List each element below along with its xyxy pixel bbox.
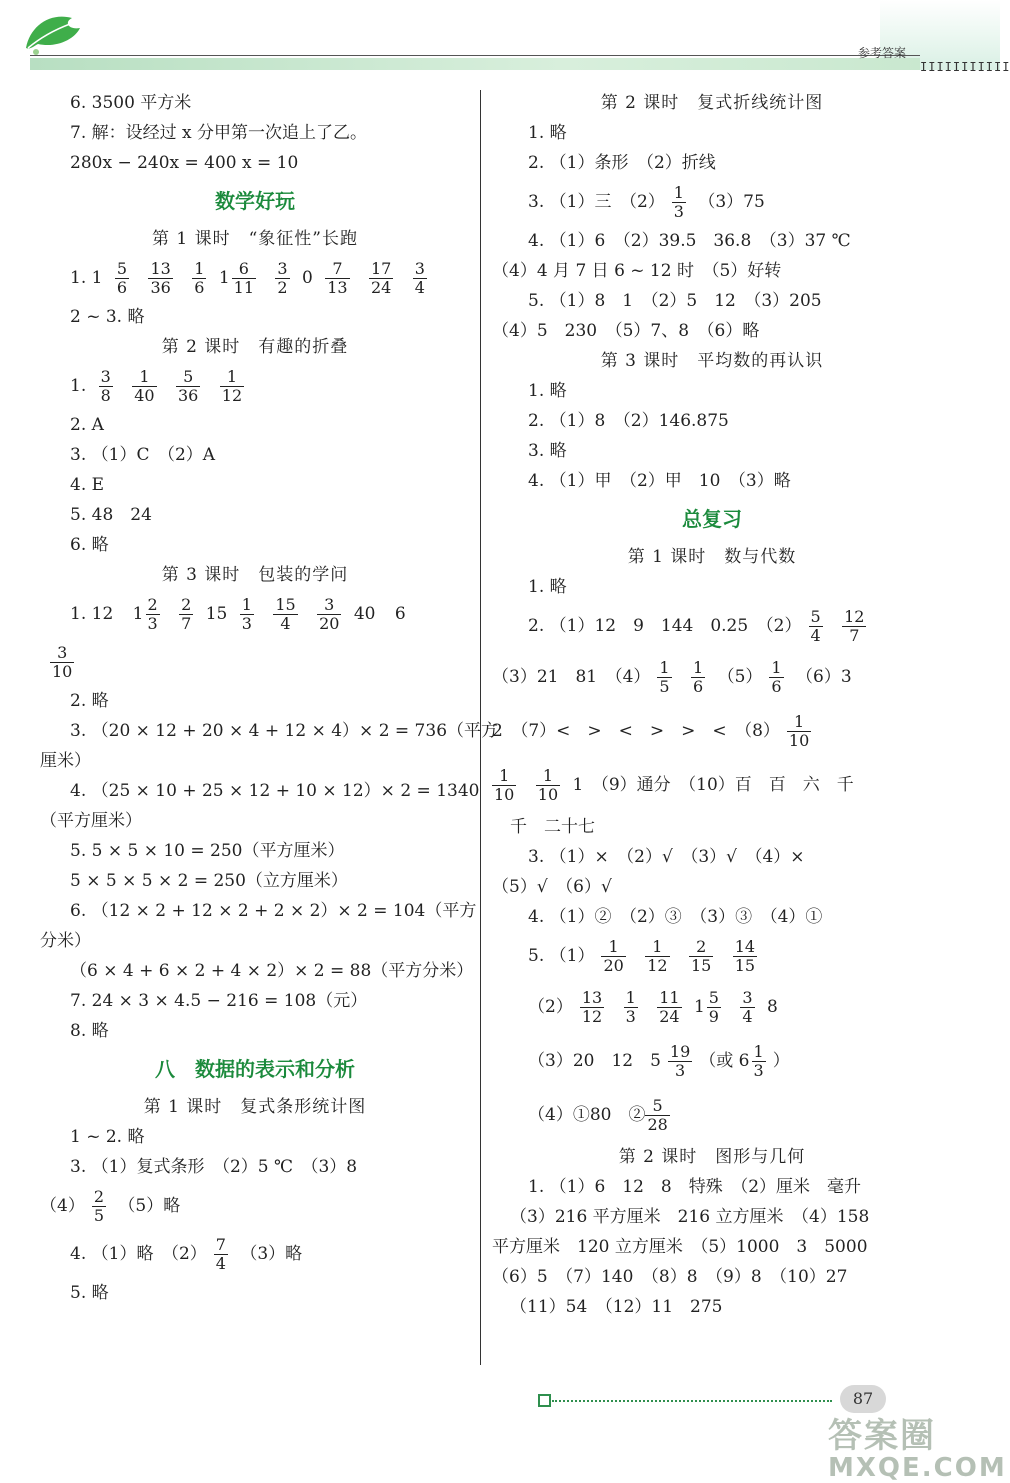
fraction: $\frac{3}{8}$	[100, 367, 111, 405]
fraction: $\frac{5}{36}$	[178, 367, 199, 405]
fraction: $\frac{1}{10}$	[537, 766, 559, 804]
header-barcode-marks: IIIIIIIIIII	[920, 60, 1010, 74]
answer-line: （平方厘米）	[40, 811, 142, 831]
answer-line: 2. 略	[70, 691, 109, 711]
answer-line: 厘米）	[40, 751, 91, 771]
mixed-whole: 1	[132, 604, 144, 624]
footer-square-icon	[538, 1394, 551, 1407]
answer-line: 5. 48 24	[70, 505, 152, 525]
answer-line-fractions	[40, 254, 470, 302]
answer-text: （3）20 12 5	[528, 1051, 661, 1071]
answer-line: 5 × 5 × 5 × 2 = 250（立方厘米）	[70, 871, 348, 891]
answer-line: 千 二十七	[510, 817, 595, 837]
fraction: $\frac{17}{24}$	[371, 259, 392, 297]
fraction: $\frac{5}{6}$	[116, 259, 128, 297]
fraction: $\frac{1}{12}$	[647, 937, 668, 975]
header-band	[30, 58, 920, 70]
fraction: $\frac{1}{10}$	[494, 766, 515, 804]
answer-line: 2. A	[70, 415, 104, 435]
fraction: $\frac{14}{15}$	[734, 937, 756, 975]
answer-line: 7. 解：设经过 x 分甲第一次追上了乙。	[70, 123, 368, 143]
answer-line: 平方厘米 120 立方厘米 （5）1000 3 5000	[492, 1237, 868, 1257]
answer-line-fractions	[492, 178, 932, 226]
answer-line-fractions	[40, 1230, 470, 1278]
fraction: $\frac{2}{3}$	[147, 595, 158, 633]
fraction: $\frac{3}{10}$	[52, 643, 73, 681]
lesson-heading: 第 2 课时 图形与几何	[618, 1147, 806, 1167]
fraction: $\frac{3}{20}$	[319, 595, 340, 633]
answer-line-fractions	[492, 650, 932, 704]
answer-text: 0	[302, 268, 313, 288]
answer-line: （6）5 （7）140 （8）8 （9）8 （10）27	[492, 1267, 848, 1287]
fraction: $\frac{2}{15}$	[690, 937, 712, 975]
answer-line: （5）√ （6）√	[492, 877, 612, 897]
answer-text: （或 6	[699, 1051, 750, 1071]
answer-line: 8. 略	[70, 1021, 109, 1041]
fraction: $\frac{11}{24}$	[659, 988, 680, 1026]
mixed-whole: 1	[218, 268, 230, 288]
fraction: $\frac{1}{3}$	[241, 595, 252, 633]
watermark-url: MXQE.COM	[828, 1453, 1007, 1483]
answer-line: （4）4 月 7 日 6 ~ 12 时 （5）好转	[492, 261, 782, 281]
lesson-heading: 第 2 课时 复式折线统计图	[600, 93, 824, 113]
answer-line-fractions	[492, 704, 932, 758]
fraction: $\frac{1}{12}$	[221, 367, 243, 405]
answer-line: 2 ~ 3. 略	[70, 307, 145, 327]
answer-text: 1. 12	[70, 604, 114, 624]
answer-line: 1. 略	[528, 577, 567, 597]
lesson-heading: 第 3 课时 包装的学问	[161, 565, 349, 585]
answer-line: 6. （12 × 2 + 12 × 2 + 2 × 2）× 2 = 104（平方	[70, 901, 477, 921]
answer-line: 5. 略	[70, 1283, 109, 1303]
page-number: 87	[840, 1385, 886, 1413]
answer-text: （3）75	[698, 192, 765, 212]
fraction: $\frac{1}{3}$	[673, 183, 684, 221]
answer-line: 1. 略	[528, 381, 567, 401]
answer-line-fractions	[40, 1182, 470, 1230]
fraction: $\frac{7}{4}$	[215, 1235, 226, 1273]
answer-line-fractions	[492, 602, 932, 650]
fraction: $\frac{1}{40}$	[134, 367, 155, 405]
answer-line: （6 × 4 + 6 × 2 + 4 × 2）× 2 = 88（平方分米）	[70, 961, 474, 981]
answer-line: 6. 略	[70, 535, 109, 555]
section-heading: 数学好玩	[215, 189, 295, 213]
fraction: $\frac{1}{6}$	[194, 259, 205, 297]
fraction: $\frac{1}{3}$	[753, 1042, 764, 1080]
watermark	[828, 1408, 1007, 1483]
answer-text: 2. （1）12 9 144 0.25 （2）	[528, 616, 802, 636]
answer-line-fractions	[40, 638, 470, 686]
answer-line-fractions	[492, 932, 932, 980]
header-rule	[30, 55, 920, 56]
fraction: $\frac{13}{36}$	[150, 259, 171, 297]
answer-line: 2. （1）8 （2）146.875	[528, 411, 729, 431]
answer-line: 6. 3500 平方米	[70, 93, 192, 113]
answer-line: 280x − 240x = 400 x = 10	[70, 153, 299, 173]
answer-text: ）	[772, 1051, 790, 1071]
fraction: $\frac{2}{7}$	[181, 595, 192, 633]
answer-text: 1. 1	[70, 268, 103, 288]
answer-text: 5. （1）	[528, 946, 595, 966]
lesson-heading: 第 2 课时 有趣的折叠	[161, 337, 349, 357]
answer-text: 3. （1）三 （2）	[528, 192, 665, 212]
answer-text: 15	[205, 604, 228, 624]
answer-line: 分米）	[40, 931, 91, 951]
answer-text: 1.	[70, 376, 87, 396]
answer-line: （3）216 平方厘米 216 立方厘米 （4）158	[510, 1207, 870, 1227]
fraction: $\frac{1}{10}$	[788, 712, 810, 750]
section-heading: 总复习	[682, 507, 742, 531]
fraction: $\frac{1}{6}$	[693, 658, 704, 696]
fraction: $\frac{1}{6}$	[771, 658, 782, 696]
fraction: $\frac{6}{11}$	[233, 259, 254, 297]
fraction: $\frac{5}{4}$	[810, 607, 821, 645]
lesson-heading: 第 1 课时 “象征性”长跑	[151, 229, 358, 249]
fraction: $\frac{5}{9}$	[708, 988, 719, 1026]
answer-text: （6）3	[796, 667, 852, 687]
answer-text: 8	[766, 997, 778, 1017]
leaf-logo-icon	[20, 8, 90, 56]
answer-text: （4）	[40, 1196, 85, 1216]
answer-text: （5）略	[118, 1196, 181, 1216]
answer-line: 1. （1）6 12 8 特殊 （2）厘米 毫升	[528, 1177, 862, 1197]
answer-line: 7. 24 × 3 × 4.5 − 216 = 108（元）	[70, 991, 368, 1011]
answer-line: 3. （20 × 12 + 20 × 4 + 12 × 4）× 2 = 736（平方	[70, 721, 499, 741]
answer-line-fractions	[40, 362, 470, 410]
answer-text: 2 （7）< > < > > < （8）	[492, 721, 780, 741]
answer-line-fractions	[492, 1088, 932, 1142]
lesson-heading: 第 1 课时 数与代数	[627, 547, 797, 567]
answer-line: 5. 5 × 5 × 10 = 250（平方厘米）	[70, 841, 345, 861]
fraction: $\frac{5}{28}$	[647, 1096, 668, 1134]
answer-line: 5. （1）8 1 （2）5 12 （3）205	[528, 291, 822, 311]
fraction: $\frac{12}{7}$	[844, 607, 865, 645]
answer-line-fractions	[492, 758, 932, 812]
answer-text: （4）①80 ②	[528, 1105, 646, 1125]
answer-line: 4. （1）6 （2）39.5 36.8 （3）37 ℃	[528, 231, 851, 251]
footer-dotted-rule	[552, 1400, 832, 1402]
lesson-heading: 第 3 课时 平均数的再认识	[600, 351, 824, 371]
fraction: $\frac{1}{5}$	[659, 658, 670, 696]
answer-line-fractions	[40, 590, 470, 638]
answer-text: （2）	[528, 997, 573, 1017]
fraction: $\frac{3}{2}$	[277, 259, 288, 297]
answer-text: 1 （9）通分 （10）百 百 六 千	[572, 775, 854, 795]
answer-line: 4. E	[70, 475, 105, 495]
answer-line: 4. （1）甲 （2）甲 10 （3）略	[528, 471, 791, 491]
answer-line: 3. 略	[528, 441, 567, 461]
fraction: $\frac{15}{4}$	[275, 595, 296, 633]
fraction: $\frac{7}{13}$	[327, 259, 348, 297]
answer-line: （11）54 （12）11 275	[510, 1297, 723, 1317]
answer-line: 2. （1）条形 （2）折线	[528, 153, 716, 173]
fraction: $\frac{19}{3}$	[669, 1042, 691, 1080]
fraction: $\frac{2}{5}$	[93, 1187, 105, 1225]
answer-line-fractions	[492, 980, 932, 1034]
fraction: $\frac{3}{4}$	[414, 259, 425, 297]
answer-text: 4. （1）略 （2）	[70, 1244, 207, 1264]
answer-line: 4. （25 × 10 + 25 × 12 + 10 × 12）× 2 = 1340	[70, 781, 480, 801]
fraction: $\frac{1}{3}$	[625, 988, 636, 1026]
answer-line: 3. （1）复式条形 （2）5 ℃ （3）8	[70, 1157, 358, 1177]
answer-text: 40	[353, 604, 376, 624]
mixed-whole: 1	[693, 997, 705, 1017]
answer-line: 3. （1）× （2）√ （3）√ （4）×	[528, 847, 805, 867]
watermark-text: 答案圈	[828, 1416, 936, 1456]
answer-line: 3. （1）C （2）A	[70, 445, 216, 465]
answer-line: （4）5 230 （5）7、8 （6）略	[492, 321, 760, 341]
answer-text: 6	[394, 604, 406, 624]
fraction: $\frac{13}{12}$	[581, 988, 603, 1026]
left-column	[40, 88, 499, 1308]
right-column	[492, 88, 932, 1322]
answer-text: （5）	[717, 667, 763, 687]
answer-line: 4. （1）② （2）③ （3）③ （4）①	[528, 907, 823, 927]
answer-text: （3）略	[240, 1244, 303, 1264]
fraction: $\frac{1}{20}$	[603, 937, 624, 975]
lesson-heading: 第 1 课时 复式条形统计图	[143, 1097, 367, 1117]
answer-line: 1. 略	[528, 123, 567, 143]
answer-line: 1 ~ 2. 略	[70, 1127, 145, 1147]
fraction: $\frac{3}{4}$	[742, 988, 753, 1026]
answer-line-fractions	[492, 1034, 932, 1088]
section-heading: 八 数据的表示和分析	[155, 1057, 355, 1081]
header-title: 参考答案	[858, 46, 907, 60]
answer-text: （3）21 81 （4）	[492, 667, 651, 687]
